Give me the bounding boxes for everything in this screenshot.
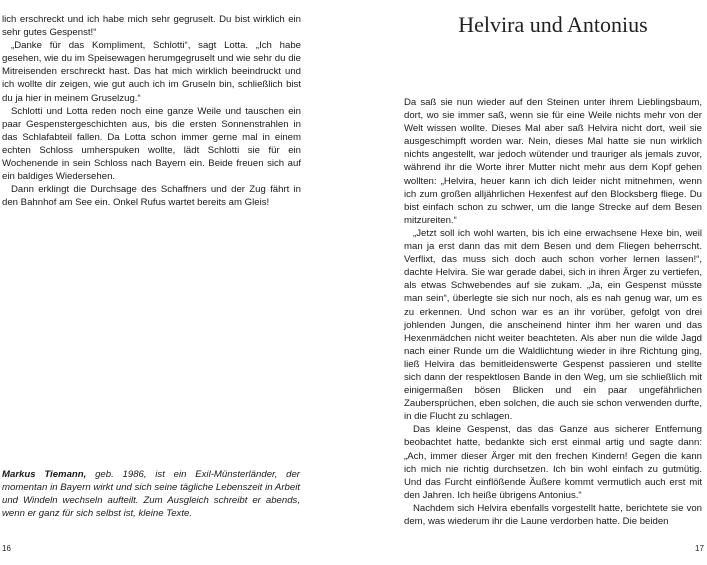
author-name: Markus Tiemann, <box>2 469 87 480</box>
left-paragraph-1: lich erschreckt und ich habe mich sehr gegruselt. Du bist wirklich ein sehr gutes Gespenst!“ <box>2 14 301 39</box>
story-title: Helvira und Antonius <box>458 12 648 37</box>
left-paragraph-2: „Danke für das Kompliment, Schlotti“, sagt Lotta. „Ich habe gesehen, wie du im Speisewagen herumgegruselt und wie sehr du die Mitreisenden erschreckt hast. Das hat mich wirklich beeindruckt und ich wollte dir zeigen, wie gut auch ich im Gruseln bin, schließlich bist du ja hier in meinem Gruselzug.“ <box>2 40 301 104</box>
left-page <box>0 0 353 565</box>
right-paragraph-3: Das kleine Gespenst, das das Ganze aus sicherer Entfernung beobachtet hatte, bedankte sich erst einmal artig und sagte dann: „Ach, immer dieser Ärger mit den frechen Kindern! Gegen die kann ich mich nie richtig durchsetzen. Ich bin wohl einfach zu gutmütig. Und das Furcht einflößende Äußere kommt vermutlich auch erst mit den Jahren. Ich heiße übrigens Antonius.“ <box>404 424 702 501</box>
page-number-right: 17 <box>695 544 704 553</box>
right-page <box>354 0 707 565</box>
left-paragraph-3: Schlotti und Lotta reden noch eine ganze Weile und tauschen ein paar Gespenstergeschichten aus, bis die ersten Sonnenstrahlen in das Schlafabteil fallen. Da Lotta schon immer gerne mal in einem echten Schloss umherspuken wollte, lädt Schlotti sie für ein Wochenende in sein Schloss nach Bayern ein. Beide freuen sich auf ein baldiges Wiedersehen. <box>2 105 301 183</box>
author-bio <box>2 468 300 520</box>
page-number-left: 16 <box>2 544 11 553</box>
left-page-text <box>2 13 301 209</box>
right-paragraph-1: Da saß sie nun wieder auf den Steinen unter ihrem Lieblingsbaum, dort, wo sie immer saß, wenn sie für eine Weile nichts mehr von der Welt wissen wollte. Dieses Mal aber saß Helvira nicht dort, weil sie ausgeschimpft worden war. Nein, dieses Mal hatte sie nun wirklich nichts angestellt, war jedoch wütender und trauriger als jemals zuvor, während ihr die Worte ihrer Mutter nicht mehr aus dem Kopf gehen wollten: „Helvira, heuer kann ich dich leider nicht mitnehmen, wenn ich zum großen alljährlichen Hexenfest auf den Blocksberg fliege. Du bist einfach schon zu schwer, um die lange Strecke auf dem Besen mitzureiten.“ <box>404 97 702 226</box>
right-paragraph-2: „Jetzt soll ich wohl warten, bis ich eine erwachsene Hexe bin, weil man ja erst dann das mit dem Besen und dem Fliegen beherrscht. Verflixt, das muss sich doch auch schon vorher lernen lassen!“, dachte Helvira. Sie war gerade dabei, sich in ihren Ärger zu vertiefen, als etwas Schwebendes auf sie zukam. „Ja, ein Gespenst müsste man sein“, überlegte sie sich nur noch, als es nah genug war, um es zu erkennen. Und schon war es an ihr vorüber, gefolgt von drei johlenden Jungen, die anscheinend hinter ihm her waren und das Hexenmädchen nicht weiter beachteten. Als aber nun die wilde Jagd nach einer Runde um die Waldlichtung wieder in ihre Richtung ging, ließ Helvira das bemitleidenswerte Gespenst passieren und stellte sich dann der respektlosen Bande in den Weg, um sie schließlich mit einigermaßen bösen Blicken und ein paar ungefährlichen Zaubersprüchen, eben solchen, die auch sie schon verwenden durfte, in die Flucht zu schlagen. <box>404 227 702 423</box>
author-bio-text: geb. 1986, ist ein Exil-Münsterländer, der momentan in Bayern wirkt und sich seine tägliche Lebenszeit in Arbeit und Windeln wechseln aufteilt. Zum Ausgleich schreibt er abends, wenn er ganz für sich selbst ist, kleine Texte. <box>2 469 300 520</box>
left-paragraph-4: Dann erklingt die Durchsage des Schaffners und der Zug fährt in den Bahnhof am See ein. Onkel Rufus wartet bereits am Gleis! <box>2 184 301 209</box>
right-paragraph-4: Nachdem sich Helvira ebenfalls vorgestellt hatte, berichtete sie von dem, was wiederum ihr die Laune verdorben hatte. Die beiden <box>404 502 702 527</box>
right-page-text <box>404 96 702 528</box>
